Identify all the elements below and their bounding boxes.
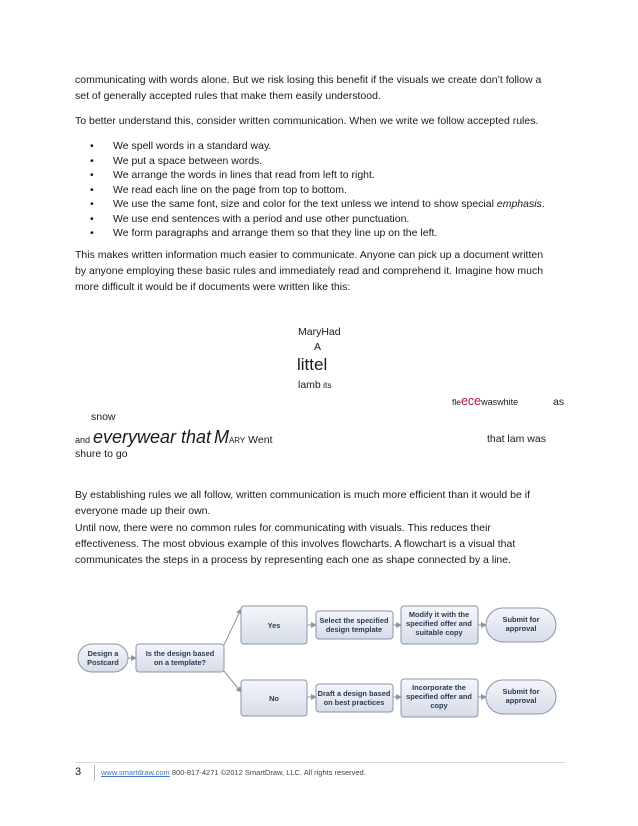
makes-easier-paragraph <box>75 247 565 295</box>
messy-fleece <box>452 394 518 408</box>
flow-node-submit-bottom <box>486 680 556 714</box>
node-label: on a template? <box>153 658 207 667</box>
flow-node-design-postcard <box>78 644 128 672</box>
footer-link[interactable]: www.smartdraw.com <box>101 768 170 777</box>
footer-copyright: 800-817-4271 ©2012 SmartDraw, LLC. All rights reserved. <box>169 768 366 777</box>
bullet-item-font <box>90 197 545 212</box>
node-label: approval <box>505 624 537 633</box>
bullet-item: • We arrange the words in lines that read from left to right. <box>90 168 545 183</box>
flow-node-no <box>241 680 307 716</box>
messy-its: its <box>320 380 332 390</box>
establishing-paragraph <box>75 487 565 519</box>
bullet-item: • We read each line on the page from top to bottom. <box>90 183 545 198</box>
until-now-line-3: communicates the steps in a process by representing each one as shape connected by a line. <box>75 554 512 566</box>
node-label: specified offer and <box>406 692 472 701</box>
node-label: Design a <box>87 649 119 658</box>
node-label: Draft a design based <box>317 689 391 698</box>
flow-node-yes <box>241 606 307 644</box>
node-label: Select the specified <box>319 616 389 625</box>
node-label: approval <box>505 696 537 705</box>
flow-node-submit-top <box>486 608 556 642</box>
node-label: on best practices <box>323 698 385 707</box>
flowchart-diagram <box>70 595 570 725</box>
node-label: Submit for <box>502 615 540 624</box>
footer-divider <box>75 762 565 763</box>
node-label: Postcard <box>87 658 119 667</box>
messy-m: M <box>213 427 229 447</box>
node-label: No <box>269 694 279 703</box>
node-label: Incorporate the <box>412 683 466 692</box>
establishing-line-1: By establishing rules we all follow, written communication is much more efficient than it would be if <box>75 489 531 501</box>
footer-text <box>101 768 366 777</box>
messy-as: as <box>553 396 565 408</box>
connector-line <box>224 609 241 645</box>
messy-ary: ARY <box>228 436 246 445</box>
written-communication-paragraph: To better understand this, consider written communication. When we write we follow accepted rules. <box>75 115 539 127</box>
messy-littel: littel <box>297 355 328 374</box>
makes-easier-line-1: This makes written information much easier to communicate. Anyone can pick up a document written <box>75 249 544 261</box>
node-label: copy <box>430 701 448 710</box>
messy-lamb: lamb <box>298 379 321 391</box>
node-label: Submit for <box>502 687 540 696</box>
messy-mary-had: MaryHad <box>298 326 341 338</box>
footer-separator <box>94 765 95 781</box>
messy-snow: snow <box>91 411 116 423</box>
node-label: Modify it with the <box>408 610 470 619</box>
messy-that-lam-was: that lam was <box>487 433 546 445</box>
bullet-item: • We put a space between words. <box>90 154 545 169</box>
messy-a: A <box>314 341 322 353</box>
until-now-line-2: effectiveness. The most obvious example of this involves flowcharts. A flowchart is a visual that <box>75 538 516 550</box>
messy-went: Went <box>248 434 273 446</box>
page-number: 3 <box>75 766 82 778</box>
bullet-font-end: . <box>541 198 545 210</box>
connector-line <box>224 671 241 692</box>
intro-paragraph <box>75 72 565 104</box>
messy-and-line <box>75 427 273 448</box>
establishing-line-2: everyone made up their own. <box>75 505 211 517</box>
messy-lamb-its <box>298 379 332 391</box>
rules-bullet-list <box>90 139 545 241</box>
flow-node-modify <box>401 606 478 644</box>
flow-node-is-template <box>136 644 224 672</box>
messy-ece: ece <box>460 394 482 408</box>
flow-node-draft <box>316 684 393 712</box>
until-now-line-1: Until now, there were no common rules for communicating with visuals. This reduces their <box>75 522 491 534</box>
bullet-font-text: We use the same font, size and color for the text unless we intend to show special <box>113 198 497 210</box>
node-label: specified offer and <box>406 619 472 628</box>
messy-shure: shure to go <box>75 448 128 460</box>
emphasis-word: emphasis <box>496 198 542 210</box>
flow-node-incorporate <box>401 679 478 717</box>
bullet-item: • We form paragraphs and arrange them so that they line up on the left. <box>90 226 545 241</box>
node-label: design template <box>325 625 383 634</box>
makes-easier-line-2: by anyone employing these basic rules and immediately read and comprehend it. Imagine how much <box>75 265 544 277</box>
bullet-item: • We use end sentences with a period and use other punctuation. <box>90 212 545 227</box>
intro-line-1: communicating with words alone. But we risk losing this benefit if the visuals we create don’t follow a <box>75 74 542 86</box>
node-label: Yes <box>267 621 281 630</box>
node-label: suitable copy <box>415 628 463 637</box>
messy-fle: fle <box>452 397 461 407</box>
messy-and: and <box>75 435 91 445</box>
flow-node-select-template <box>316 611 393 639</box>
intro-line-2: set of generally accepted rules that make them easily understood. <box>75 90 381 102</box>
makes-easier-line-3: more difficult it would be if documents were written like this: <box>75 281 351 293</box>
messy-everywear: everywear that <box>92 427 212 447</box>
messy-waswhite: waswhite <box>481 397 519 407</box>
node-label: Is the design based <box>145 649 215 658</box>
bullet-item: • We spell words in a standard way. <box>90 139 545 154</box>
until-now-paragraph <box>75 520 565 568</box>
